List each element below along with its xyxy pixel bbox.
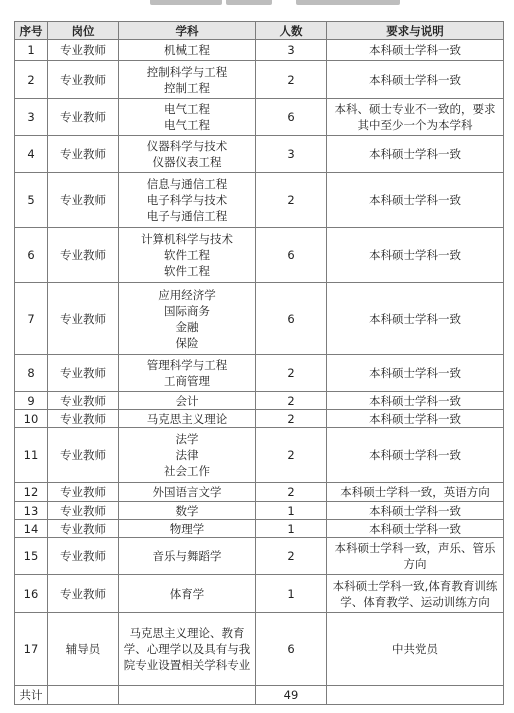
cell-position: 专业教师 xyxy=(48,136,119,173)
cell-note: 本科硕士学科一致 xyxy=(327,283,504,355)
cell-note: 本科硕士学科一致，英语方向 xyxy=(327,483,504,502)
total-label: 共计 xyxy=(15,686,48,705)
recruitment-table xyxy=(14,21,504,705)
cell-subject: 外国语言文学 xyxy=(119,483,256,502)
table-row xyxy=(15,410,504,428)
table-row xyxy=(15,613,504,686)
cell-note: 本科硕士学科一致 xyxy=(327,392,504,410)
table-row xyxy=(15,428,504,483)
table-row xyxy=(15,520,504,538)
table-row xyxy=(15,392,504,410)
total-row xyxy=(15,686,504,705)
cell-count: 3 xyxy=(256,136,327,173)
cell-note: 本科硕士学科一致 xyxy=(327,61,504,99)
cell-empty xyxy=(119,686,256,705)
cell-position: 专业教师 xyxy=(48,355,119,392)
table-row xyxy=(15,136,504,173)
cell-subject: 仪器科学与技术 仪器仪表工程 xyxy=(119,136,256,173)
cell-position: 专业教师 xyxy=(48,502,119,520)
cell-note: 本科硕士学科一致，声乐、管乐方向 xyxy=(327,538,504,575)
cell-subject: 数学 xyxy=(119,502,256,520)
cell-position: 专业教师 xyxy=(48,392,119,410)
cell-subject: 信息与通信工程 电子科学与技术 电子与通信工程 xyxy=(119,173,256,228)
cell-position: 专业教师 xyxy=(48,538,119,575)
table-row xyxy=(15,538,504,575)
cell-no: 4 xyxy=(15,136,48,173)
cell-count: 1 xyxy=(256,502,327,520)
table-row xyxy=(15,283,504,355)
cell-no: 14 xyxy=(15,520,48,538)
cell-note: 本科硕士学科一致 xyxy=(327,428,504,483)
cell-count: 3 xyxy=(256,40,327,61)
table-row xyxy=(15,502,504,520)
cell-no: 11 xyxy=(15,428,48,483)
cell-note: 本科硕士学科一致,体育教育训练学、体育教学、运动训练方向 xyxy=(327,575,504,613)
cell-position: 专业教师 xyxy=(48,483,119,502)
cell-subject: 电气工程 电气工程 xyxy=(119,99,256,136)
cell-count: 2 xyxy=(256,392,327,410)
cell-no: 8 xyxy=(15,355,48,392)
cell-count: 6 xyxy=(256,283,327,355)
cell-note: 本科硕士学科一致 xyxy=(327,136,504,173)
cell-position: 专业教师 xyxy=(48,410,119,428)
cell-position: 专业教师 xyxy=(48,575,119,613)
cell-position: 专业教师 xyxy=(48,173,119,228)
table-row xyxy=(15,355,504,392)
table-row xyxy=(15,61,504,99)
table-row xyxy=(15,173,504,228)
table-row xyxy=(15,99,504,136)
cell-position: 专业教师 xyxy=(48,283,119,355)
cell-note: 本科硕士学科一致 xyxy=(327,520,504,538)
cell-position: 辅导员 xyxy=(48,613,119,686)
cell-no: 7 xyxy=(15,283,48,355)
cell-subject: 音乐与舞蹈学 xyxy=(119,538,256,575)
table-row xyxy=(15,575,504,613)
cell-no: 6 xyxy=(15,228,48,283)
cell-note: 本科硕士学科一致 xyxy=(327,173,504,228)
table-row xyxy=(15,483,504,502)
cell-count: 2 xyxy=(256,428,327,483)
cell-subject: 物理学 xyxy=(119,520,256,538)
cell-count: 1 xyxy=(256,575,327,613)
cell-count: 2 xyxy=(256,410,327,428)
cell-subject: 马克思主义理论 xyxy=(119,410,256,428)
cell-subject: 马克思主义理论、教育学、心理学以及具有与我院专业设置相关学科专业 xyxy=(119,613,256,686)
cell-no: 10 xyxy=(15,410,48,428)
total-count: 49 xyxy=(256,686,327,705)
cell-no: 2 xyxy=(15,61,48,99)
cell-subject: 管理科学与工程 工商管理 xyxy=(119,355,256,392)
cell-position: 专业教师 xyxy=(48,40,119,61)
header-count: 人数 xyxy=(256,22,327,40)
header-row xyxy=(15,22,504,40)
header-position: 岗位 xyxy=(48,22,119,40)
cell-subject: 应用经济学 国际商务 金融 保险 xyxy=(119,283,256,355)
cell-count: 2 xyxy=(256,355,327,392)
cell-subject: 机械工程 xyxy=(119,40,256,61)
cell-no: 9 xyxy=(15,392,48,410)
cell-count: 6 xyxy=(256,613,327,686)
table-row xyxy=(15,228,504,283)
cut-off-title xyxy=(0,0,514,9)
cell-empty xyxy=(48,686,119,705)
cell-no: 15 xyxy=(15,538,48,575)
cell-position: 专业教师 xyxy=(48,99,119,136)
cell-position: 专业教师 xyxy=(48,61,119,99)
cell-count: 2 xyxy=(256,61,327,99)
cell-note: 本科硕士学科一致 xyxy=(327,410,504,428)
cell-no: 12 xyxy=(15,483,48,502)
cell-count: 2 xyxy=(256,483,327,502)
cell-note: 本科硕士学科一致 xyxy=(327,228,504,283)
cell-no: 13 xyxy=(15,502,48,520)
cell-note: 本科硕士学科一致 xyxy=(327,355,504,392)
cell-count: 1 xyxy=(256,520,327,538)
cell-position: 专业教师 xyxy=(48,520,119,538)
cell-note: 本科、硕士专业不一致的，要求其中至少一个为本学科 xyxy=(327,99,504,136)
cell-count: 6 xyxy=(256,228,327,283)
cell-note: 中共党员 xyxy=(327,613,504,686)
cell-subject: 体育学 xyxy=(119,575,256,613)
cell-empty xyxy=(327,686,504,705)
cell-subject: 计算机科学与技术 软件工程 软件工程 xyxy=(119,228,256,283)
cell-no: 5 xyxy=(15,173,48,228)
header-subject: 学科 xyxy=(119,22,256,40)
header-no: 序号 xyxy=(15,22,48,40)
cell-no: 1 xyxy=(15,40,48,61)
cell-subject: 会计 xyxy=(119,392,256,410)
cell-no: 17 xyxy=(15,613,48,686)
cell-count: 2 xyxy=(256,538,327,575)
table-row xyxy=(15,40,504,61)
cell-subject: 法学 法律 社会工作 xyxy=(119,428,256,483)
cell-position: 专业教师 xyxy=(48,428,119,483)
cell-subject: 控制科学与工程 控制工程 xyxy=(119,61,256,99)
cell-position: 专业教师 xyxy=(48,228,119,283)
cell-no: 3 xyxy=(15,99,48,136)
cell-count: 6 xyxy=(256,99,327,136)
cell-count: 2 xyxy=(256,173,327,228)
cell-no: 16 xyxy=(15,575,48,613)
cell-note: 本科硕士学科一致 xyxy=(327,502,504,520)
header-note: 要求与说明 xyxy=(327,22,504,40)
cell-note: 本科硕士学科一致 xyxy=(327,40,504,61)
